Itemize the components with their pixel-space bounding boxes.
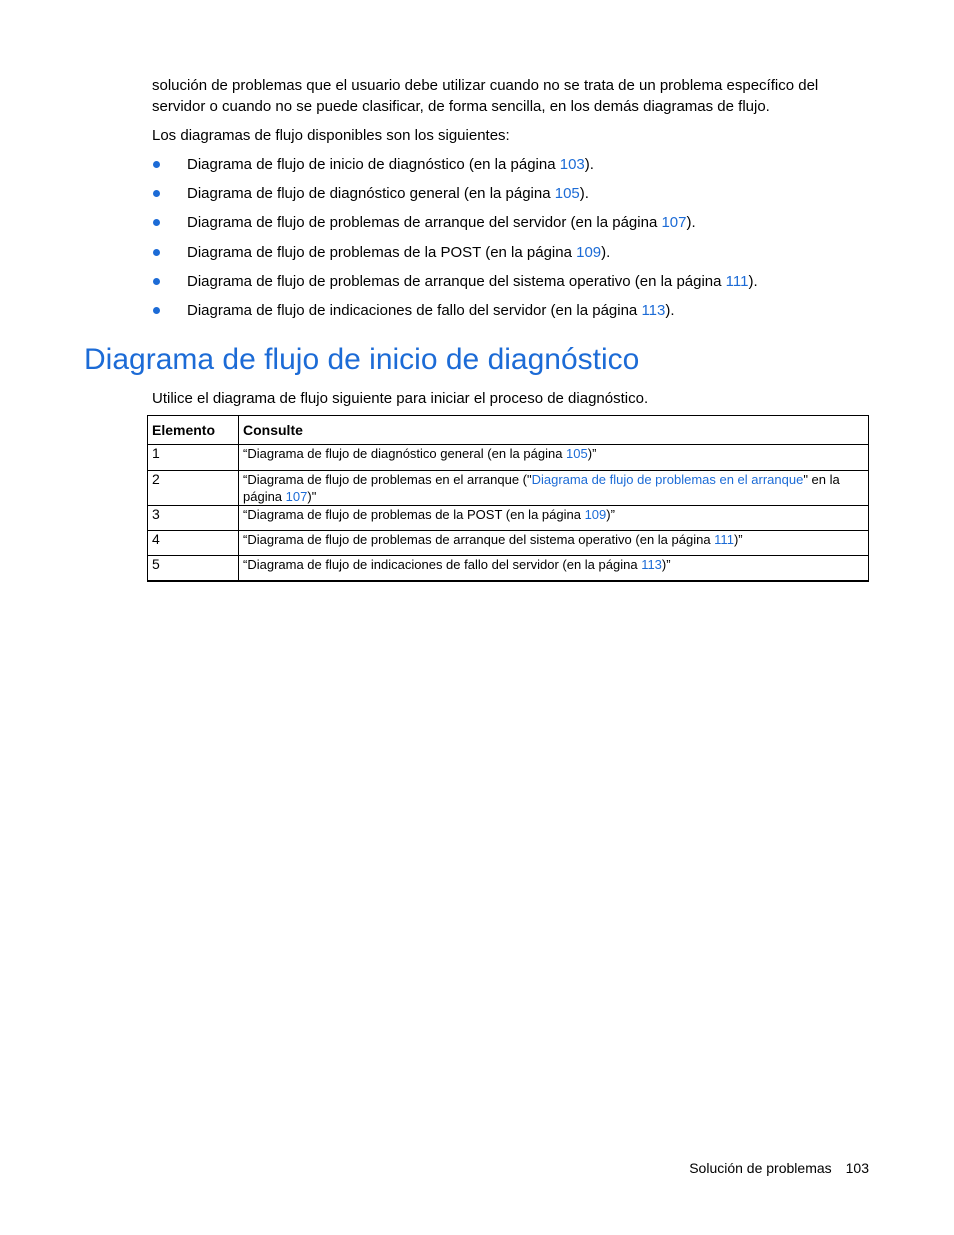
row-number: 3 (148, 506, 239, 531)
reference-table (147, 415, 869, 582)
table-row (148, 556, 869, 582)
reference-text: “Diagrama de flujo de problemas de arranque del sistema operativo (en la página (243, 532, 715, 547)
row-number: 2 (148, 471, 239, 506)
flowchart-link[interactable]: Diagrama de flujo de problemas en el arranque (531, 472, 804, 487)
reference-text-end: )” (733, 532, 743, 547)
reference-text-end: )” (661, 557, 671, 572)
reference-text: “Diagrama de flujo de problemas en el arranque (" (243, 472, 532, 487)
section-heading: Diagrama de flujo de inicio de diagnóstico (84, 343, 640, 376)
table-row (148, 506, 869, 531)
table-row (148, 531, 869, 556)
list-item (152, 212, 758, 233)
page-link[interactable]: 107 (285, 489, 308, 504)
bullet-icon (153, 161, 160, 168)
footer-page-number: 103 (845, 1160, 869, 1176)
reference-text-end: )" (307, 489, 317, 504)
table-row (148, 445, 869, 471)
list-item-text: Diagrama de flujo de problemas de la POST (en la página (187, 243, 577, 261)
list-item-text: Diagrama de flujo de diagnóstico general (en la página (187, 185, 555, 203)
table-header-row (148, 416, 869, 445)
list-item-end: ). (584, 156, 594, 173)
row-number: 1 (148, 445, 239, 471)
page-link[interactable]: 103 (559, 156, 585, 173)
row-reference (239, 556, 869, 582)
list-item-end: ). (665, 301, 675, 319)
page-link[interactable]: 111 (725, 272, 749, 290)
list-item-end: ). (748, 272, 758, 290)
page-link[interactable]: 113 (641, 557, 662, 572)
list-item-text: Diagrama de flujo de inicio de diagnóstico (en la página (187, 156, 560, 173)
bullet-icon (153, 307, 160, 314)
intro-paragraph: solución de problemas que el usuario debe utilizar cuando no se trata de un problema específico del servidor o cuando no se puede clasificar, de forma sencilla, en los demás diagramas de flujo. (152, 77, 819, 115)
page-link[interactable]: 105 (554, 185, 580, 203)
page-link[interactable]: 109 (584, 507, 607, 522)
list-item-end: ). (579, 185, 589, 203)
table-row (148, 471, 869, 506)
bullet-icon (153, 249, 160, 256)
page-link[interactable]: 107 (661, 214, 687, 232)
column-header-elemento: Elemento (148, 416, 239, 445)
flowchart-list (152, 154, 758, 329)
page-link[interactable]: 113 (641, 301, 666, 319)
footer-section-name: Solución de problemas (689, 1160, 832, 1176)
reference-text-end: )” (606, 507, 615, 522)
bullet-icon (153, 219, 160, 226)
row-reference (239, 531, 869, 556)
intro-text (152, 75, 852, 146)
list-item-end: ). (601, 243, 611, 261)
list-item-text: Diagrama de flujo de problemas de arranque del servidor (en la página (187, 214, 662, 232)
list-item-text: Diagrama de flujo de problemas de arranque del sistema operativo (en la página (187, 272, 726, 290)
reference-text: “Diagrama de flujo de diagnóstico general (en la página (243, 446, 567, 461)
row-reference (239, 506, 869, 531)
page-link[interactable]: 109 (576, 243, 602, 261)
reference-text-mid: " en la página (243, 472, 840, 504)
reference-text-end: )” (587, 446, 597, 461)
page-link[interactable]: 105 (566, 446, 588, 461)
row-number: 4 (148, 531, 239, 556)
list-item (152, 242, 758, 263)
list-item (152, 154, 758, 175)
row-number: 5 (148, 556, 239, 582)
list-item (152, 271, 758, 292)
bullet-icon (153, 190, 160, 197)
list-item (152, 183, 758, 204)
list-item (152, 300, 758, 321)
reference-text: “Diagrama de flujo de indicaciones de fallo del servidor (en la página (243, 557, 642, 572)
page-link[interactable]: 111 (714, 532, 734, 547)
bullet-icon (153, 278, 160, 285)
section-intro: Utilice el diagrama de flujo siguiente para iniciar el proceso de diagnóstico. (152, 390, 649, 407)
row-reference (239, 471, 869, 506)
list-item-end: ). (686, 214, 696, 232)
page-footer (689, 1158, 869, 1178)
intro-list-lead: Los diagramas de flujo disponibles son los siguientes: (152, 127, 510, 144)
reference-text: “Diagrama de flujo de problemas de la POST (en la página (243, 507, 585, 522)
column-header-consulte: Consulte (239, 416, 869, 445)
row-reference (239, 445, 869, 471)
list-item-text: Diagrama de flujo de indicaciones de fallo del servidor (en la página (187, 301, 642, 319)
